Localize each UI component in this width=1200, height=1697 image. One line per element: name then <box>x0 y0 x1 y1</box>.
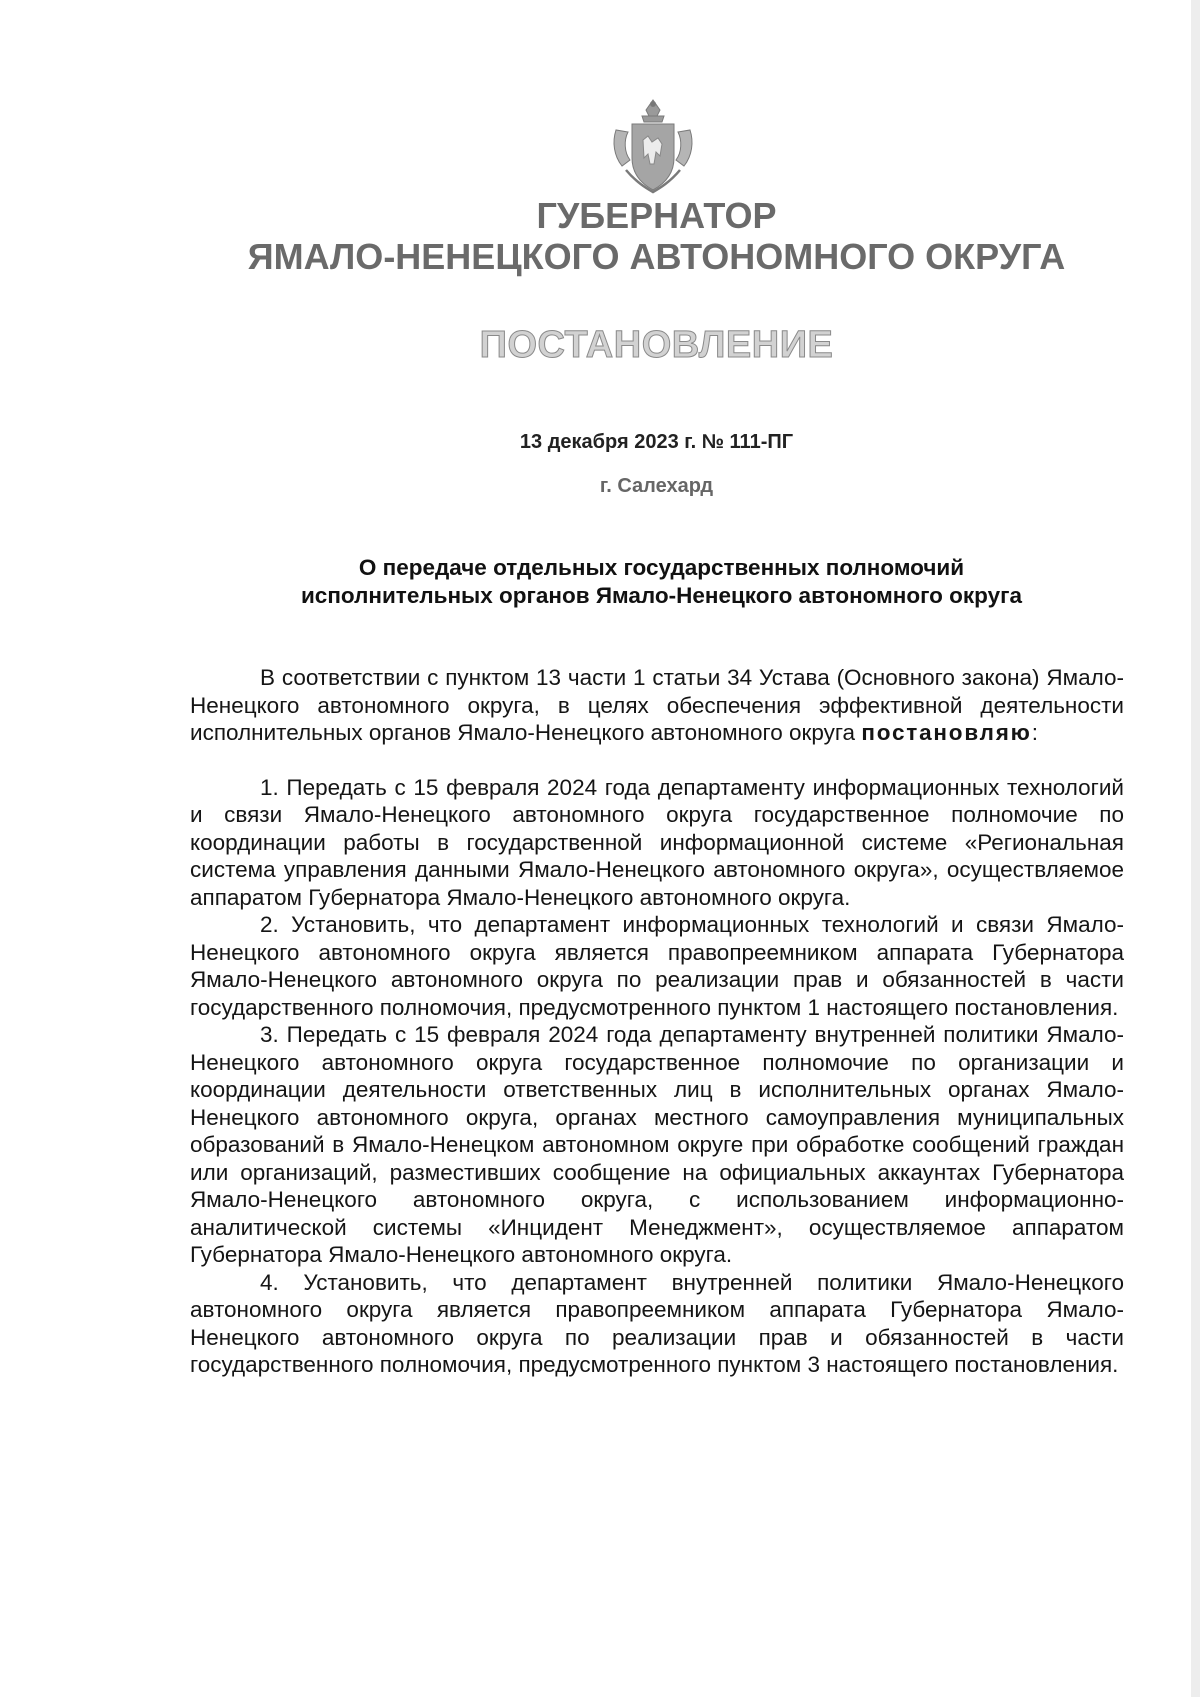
document-subject <box>190 554 1133 610</box>
issuer-title-line2: ЯМАЛО-НЕНЕЦКОГО АВТОНОМНОГО ОКРУГА <box>247 236 1066 277</box>
document-date-number: 13 декабря 2023 г. № 111-ПГ <box>519 431 794 453</box>
clause-3: 3. Передать с 15 февраля 2024 года департаменту внутренней политики Ямало-Ненецкого автономного округа государственное полномочие по организации и координации деятельности ответственных лиц в исполнительных органах Ямало-Ненецкого автономного округа, органах местного самоуправления муниципальных образований в Ямало-Ненецком автономном округе при обработке сообщений граждан или организаций, разместивших сообщение на официальных аккаунтах Губернатора Ямало-Ненецкого автономного округа, с использованием информационно-аналитической системы «Инцидент Менеджмент», осуществляемое аппаратом Губернатора Ямало-Ненецкого автономного округа. <box>190 1022 1124 1267</box>
document-type-heading: ПОСТАНОВЛЕНИЕ <box>479 324 834 366</box>
preamble-text: В соответствии с пунктом 13 части 1 статьи 34 Устава (Основного закона) Ямало-Ненецкого автономного округа, в целях обеспечения эффективной деятельности исполнительных органов Ямало-Ненецкого автономного округа <box>190 665 1124 745</box>
clause-4: 4. Установить, что департамент внутренней политики Ямало-Ненецкого автономного округа является правопреемником аппарата Губернатора Ямало-Ненецкого автономного округа по реализации прав и обязанностей в части государственного полномочия, предусмотренного пунктом 3 настоящего постановления. <box>190 1269 1124 1377</box>
document-body <box>190 664 1124 1379</box>
preamble-paragraph <box>190 664 1124 747</box>
subject-line-2: исполнительных органов Ямало-Ненецкого автономного округа <box>300 583 1023 608</box>
coat-of-arms-emblem <box>610 96 696 196</box>
resolution-keyword: постановляю <box>861 720 1032 745</box>
clause-1: 1. Передать с 15 февраля 2024 года департаменту информационных технологий и связи Ямало-Ненецкого автономного округа государственное полномочие по координации работы в государственной информационной системе «Региональная система управления данными Ямало-Ненецкого автономного округа», осуществляемое аппаратом Губернатора Ямало-Ненецкого автономного округа. <box>190 774 1124 910</box>
document-place: г. Салехард <box>599 475 714 497</box>
subject-line-1: О передаче отдельных государственных полномочий <box>358 555 965 580</box>
preamble-end: : <box>1031 720 1038 745</box>
issuer-title-line1: ГУБЕРНАТОР <box>536 195 777 236</box>
clause-2: 2. Установить, что департамент информационных технологий и связи Ямало-Ненецкого автономного округа является правопреемником аппарата Губернатора Ямало-Ненецкого автономного округа по реализации прав и обязанностей в части государственного полномочия, предусмотренного пунктом 1 настоящего постановления. <box>190 912 1124 1020</box>
